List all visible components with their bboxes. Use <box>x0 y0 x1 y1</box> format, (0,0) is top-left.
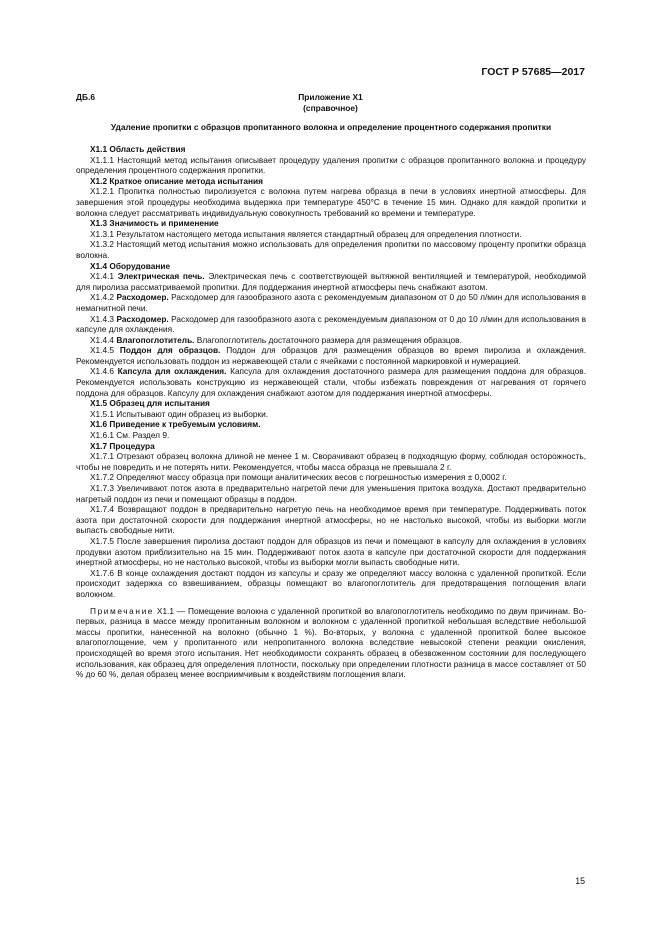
equipment-clause <box>76 345 586 366</box>
clause-paragraph: Х1.7.1 Отрезают образец волокна длиной не менее 1 м. Сворачивают образец в подходящую форму, соблюдая осторожность, чтобы не повредить и не потерять нити. Рекомендуется, чтобы масса образца не превышала 2 г. <box>76 451 586 472</box>
clause-term: Электрическая печь. <box>117 271 205 282</box>
section-heading: Х1.5 Образец для испытания <box>90 398 210 409</box>
page-number: 15 <box>575 876 585 886</box>
note-text: Х1.1 — Помещение волокна с удаленной пропиткой во влагопоглотитель необходимо по двум причинам. Во-первых, разница в массе между пропитанным волокном и волокном с удаленной пропиткой небольшая вследствие небольшой массы пропитки, нанесенной на волокно (обычно 1 %). Во-вторых, у волокна с удаленной пропиткой более высокое влагопоглощение, чем у пропитанного или непропитанного волокна вследствие невысокой степени реакции окисления, происходящей во время этого испытания. Нет необходимости сохранять образец в обезвоженном состоянии для последующего использования, как образец для определения плотности, поскольку при определении плотности разница в массе составляет от 50 % до 60 %, делая образец менее восприимчивым к воздействиям поглощения влаги. <box>76 605 586 680</box>
clause-paragraph: Х1.7.6 В конце охлаждения достают поддон из капсулы и сразу же определяют массу волокна с удаленной пропиткой. Если происходит задержка со взвешиванием, образцы помещают во влагопоглотитель для предотвращения поглощения влаги волокном. <box>76 567 586 599</box>
clause-term: Влагопоглотитель. <box>116 334 195 345</box>
clause-paragraph: Х1.2.1 Пропитка полностью пиролизуется с волокна путем нагрева образца в печи в условиях инертной атмосферы. Для завершения этой процедуры необходима выдержка при температуре 450°С в течение 15 мин. Однако для каждой пропитки и волокна следует рассматривать индивидуальную совокупность требований ко времени и температуре. <box>76 186 586 218</box>
clause-text: Электрическая печь с соответствующей вытяжной вентиляцией и температурой, необходимой для пиролиза рассматриваемой пропитки. Для поддержания инертной атмосферы печь снабжают азотом. <box>76 271 587 292</box>
clause-term: Расходомер. <box>116 292 169 303</box>
clause-text: Расходомер для газообразного азота с рекомендуемым диапазоном от 0 до 10 л/мин для использования в капсуле для охлаждения. <box>76 313 586 335</box>
section-code: ДБ.6 <box>76 92 95 102</box>
clause-paragraph: Х1.5.1 Испытывают один образец из выборки. <box>90 408 269 419</box>
clause-term: Расходомер. <box>116 313 169 324</box>
clause-number: Х1.4.3 <box>90 313 114 324</box>
section-heading: Х1.6 Приведение к требуемым условиям. <box>90 419 261 430</box>
clause-number: Х1.4.2 <box>90 292 114 303</box>
equipment-clause <box>76 271 586 292</box>
equipment-clause <box>76 335 586 346</box>
clause-paragraph: Х1.1.1 Настоящий метод испытания описывает процедуру удаления пропитки с образцов пропитанного волокна и процедуру определения процентного содержания пропитки. <box>76 154 586 176</box>
document-body <box>76 144 586 680</box>
equipment-clause <box>76 314 586 335</box>
clause-paragraph: Х1.7.4 Возвращают поддон в предварительно нагретую печь на необходимое время при температуре. Поддерживать поток азота при достаточной скорости для поддержания инертной атмосферы, но не настолько высокой, чтобы из выборки могли выпасть свободные нити. <box>76 504 586 536</box>
clause-text: Поддон для образцов для размещения образцов во время пиролиза и охлаждения. Рекомендуется использовать поддон из нержавеющей стали с ячейками с постоянной маркировкой и нумерацией. <box>76 345 586 366</box>
section-heading: Х1.1 Область действия <box>90 144 186 154</box>
clause-number: Х1.4.1 <box>90 271 114 282</box>
clause-paragraph: Х1.7.3 Увеличивают поток азота в предварительно нагретой печи для уменьшения притока воздуха. Достают предварительно нагретый поддон из печи и помещают образцы в поддон. <box>76 483 586 504</box>
clause-text: Капсула для охлаждения достаточного размера для размещения поддона для образцов. Рекомендуется использовать конструкцию из нержавеющей стали, чтобы избежать повреждения от нагревания от горячего поддона для образцов. Капсулу для охлаждения снабжают азотом для поддержания инертной атмосферы. <box>76 366 587 398</box>
clause-paragraph: Х1.6.1 См. Раздел 9. <box>90 430 170 441</box>
note-label: Примечание <box>90 605 155 616</box>
appendix-subtitle: (справочное) <box>303 103 358 113</box>
standard-number: ГОСТ Р 57685—2017 <box>481 66 585 78</box>
section-heading: Х1.3 Значимость и применение <box>90 218 219 229</box>
equipment-clause <box>76 292 586 313</box>
section-heading: Х1.2 Краткое описание метода испытания <box>90 175 263 186</box>
equipment-clause <box>76 366 586 398</box>
section-heading: Х1.4 Оборудование <box>90 260 171 271</box>
clause-text: Расходомер для газообразного азота с рекомендуемым диапазоном от 0 до 50 л/мин для использования в немагнитной печи. <box>76 292 586 313</box>
clause-number: Х1.4.4 <box>90 334 114 345</box>
clause-term: Капсула для охлаждения. <box>117 366 227 377</box>
clause-paragraph: Х1.3.1 Результатом настоящего метода испытания является стандартный образец для определения плотности. <box>90 228 522 239</box>
document-title: Удаление пропитки с образцов пропитанного волокна и определение процентного содержания пропитки <box>110 122 552 132</box>
clause-paragraph: Х1.7.5 После завершения пиролиза достают поддон для образцов из печи и помещают в капсулу для охлаждения в условиях продувки азотом приблизительно на 15 мин. Поддерживают поток азота в капсуле при достаточной скорости для поддержания инертной атмосферы, но не настолько высокой, чтобы из выборки могли выпасть свободные нити. <box>76 535 586 568</box>
clause-paragraph: Х1.7.2 Определяют массу образца при помощи аналитических весов с погрешностью измерения ± 0,0002 г. <box>90 472 507 483</box>
clause-number: Х1.4.6 <box>90 366 114 377</box>
clause-term: Поддон для образцов. <box>119 345 221 356</box>
appendix-title: Приложение Х1 <box>298 92 363 102</box>
clause-number: Х1.4.5 <box>90 345 114 356</box>
note-paragraph <box>76 606 586 680</box>
clause-paragraph: Х1.3.2 Настоящий метод испытания можно использовать для определения пропитки по массовому проценту пропитки образца волокна. <box>76 239 586 260</box>
clause-text: Влагопоглотитель достаточного размера для размещения образцов. <box>196 334 462 345</box>
section-heading: Х1.7 Процедура <box>90 440 155 451</box>
